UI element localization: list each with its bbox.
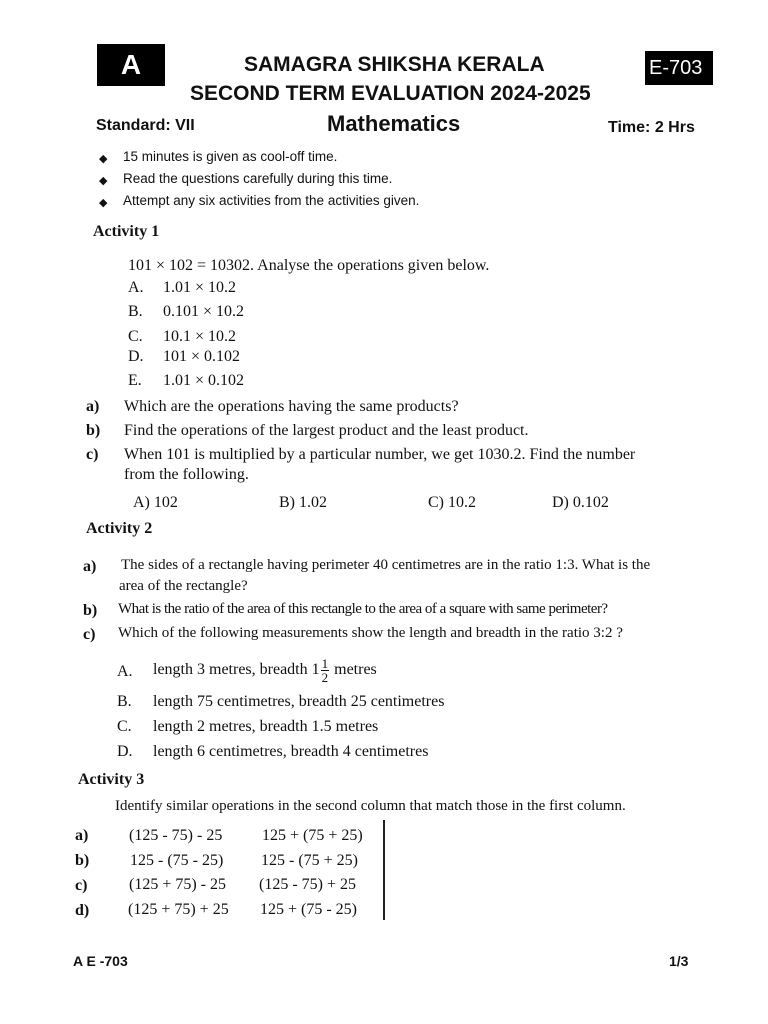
column1-expression: (125 + 75) - 25 (129, 876, 227, 893)
option-label: A. (117, 663, 133, 680)
column1-expression: (125 + 75) + 25 (128, 901, 229, 918)
footer-page-number: 1/3 (669, 953, 689, 969)
fraction-one-half (321, 657, 330, 684)
instruction-text: Attempt any six activities from the activities given. (123, 193, 420, 208)
exam-code-box (645, 51, 713, 85)
option-text-prefix: length 3 metres, breadth 1 (153, 661, 320, 678)
header-title-line1: SAMAGRA SHIKSHA KERALA (244, 53, 545, 76)
option-label: B. (117, 693, 132, 710)
instruction-item (99, 194, 107, 209)
row-label: b) (75, 852, 90, 869)
answer-choice: A) 102 (133, 494, 178, 511)
column2-expression: 125 + (75 - 25) (260, 901, 358, 918)
option-text: 1.01 × 10.2 (163, 279, 237, 296)
bullet-icon: ◆ (99, 197, 108, 209)
row-label: a) (75, 827, 89, 844)
option-text: 101 × 0.102 (163, 348, 241, 365)
column2-expression: 125 - (75 + 25) (261, 852, 359, 869)
question-text-continued: area of the rectangle? (119, 578, 248, 594)
instruction-text: Read the questions carefully during this time. (123, 171, 393, 186)
option-label: C. (128, 328, 143, 345)
option-text-suffix: metres (334, 661, 377, 678)
answer-choice: C) 10.2 (428, 494, 476, 511)
footer-exam-code: A E -703 (73, 953, 128, 969)
time-label: Time: 2 Hrs (608, 119, 695, 136)
option-label: C. (117, 718, 132, 735)
exam-code: E-703 (649, 56, 703, 79)
question-label: c) (83, 626, 96, 643)
activity3-intro: Identify similar operations in the second column that match those in the first column. (115, 798, 626, 814)
question-label: a) (86, 398, 100, 415)
option-label: D. (117, 743, 133, 760)
option-text (153, 655, 377, 685)
question-text: When 101 is multiplied by a particular number, we get 1030.2. Find the number (124, 446, 636, 463)
column-divider-line (383, 820, 385, 920)
option-text: 0.101 × 10.2 (163, 303, 245, 320)
standard-label: Standard: VII (96, 117, 195, 134)
instruction-text: 15 minutes is given as cool-off time. (123, 149, 338, 164)
activity1-title: Activity 1 (93, 223, 160, 240)
header-title-line2: SECOND TERM EVALUATION 2024-2025 (190, 82, 591, 105)
option-text: 10.1 × 10.2 (163, 328, 237, 345)
row-label: d) (75, 902, 90, 919)
question-text-continued: from the following. (124, 466, 249, 483)
activity3-title: Activity 3 (78, 771, 145, 788)
bullet-icon: ◆ (99, 153, 108, 165)
question-label: c) (86, 446, 99, 463)
option-label: E. (128, 372, 142, 389)
option-text: 1.01 × 0.102 (163, 372, 245, 389)
question-text: Which of the following measurements show the length and breadth in the ratio 3:2 ? (118, 625, 623, 641)
bullet-icon: ◆ (99, 175, 108, 187)
question-text: Find the operations of the largest product and the least product. (124, 422, 529, 439)
option-text: length 75 centimetres, breadth 25 centimetres (153, 693, 445, 710)
option-label: A. (128, 279, 144, 296)
instruction-item (99, 172, 107, 187)
subject-title: Mathematics (327, 111, 461, 136)
activity2-title: Activity 2 (86, 520, 153, 537)
instruction-item (99, 150, 107, 165)
column2-expression: (125 - 75) + 25 (259, 876, 357, 893)
question-label: a) (83, 558, 97, 575)
column1-expression: (125 - 75) - 25 (129, 827, 223, 844)
question-text: What is the ratio of the area of this rectangle to the area of a square with same perimeter? (118, 601, 608, 617)
question-text: The sides of a rectangle having perimeter 40 centimetres are in the ratio 1:3. What is the (121, 557, 651, 573)
option-text: length 6 centimetres, breadth 4 centimetres (153, 743, 429, 760)
option-text: length 2 metres, breadth 1.5 metres (153, 718, 379, 735)
set-label-box (97, 44, 165, 86)
fraction-denominator: 2 (321, 669, 329, 685)
option-label: B. (128, 303, 143, 320)
answer-choice: D) 0.102 (552, 494, 609, 511)
column1-expression: 125 - (75 - 25) (130, 852, 224, 869)
activity1-intro: 101 × 102 = 10302. Analyse the operations given below. (128, 257, 490, 274)
fraction-numerator: 1 (321, 655, 329, 671)
question-text: Which are the operations having the same products? (124, 398, 459, 415)
row-label: c) (75, 877, 88, 894)
question-label: b) (83, 602, 98, 619)
option-label: D. (128, 348, 144, 365)
answer-choice: B) 1.02 (279, 494, 327, 511)
column2-expression: 125 + (75 + 25) (262, 827, 363, 844)
set-label: A (120, 49, 142, 80)
question-label: b) (86, 422, 101, 439)
